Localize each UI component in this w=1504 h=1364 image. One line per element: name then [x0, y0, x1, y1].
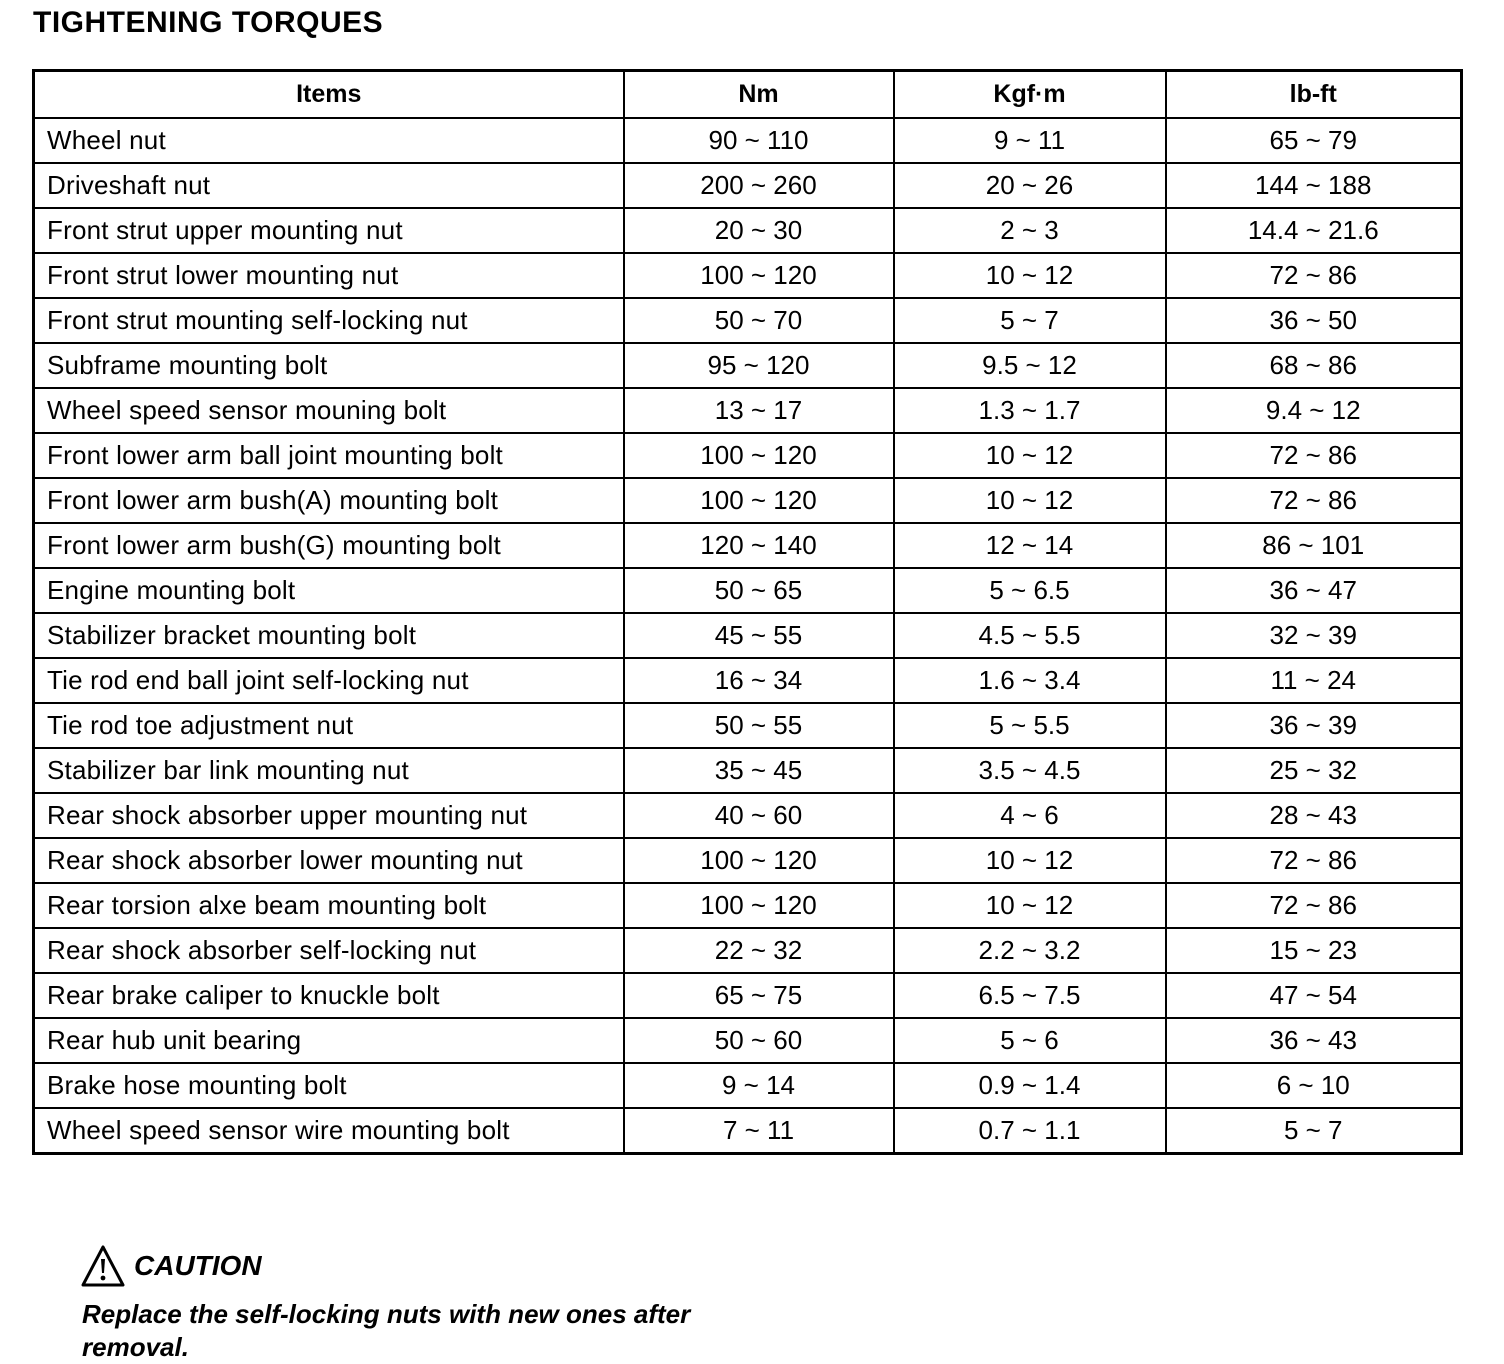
nm-cell: 50 ~ 70 — [624, 298, 894, 343]
kgfm-cell: 2 ~ 3 — [894, 208, 1166, 253]
table-row — [34, 613, 1462, 658]
kgfm-cell: 10 ~ 12 — [894, 478, 1166, 523]
lbft-cell: 72 ~ 86 — [1166, 883, 1462, 928]
lbft-cell: 86 ~ 101 — [1166, 523, 1462, 568]
item-cell: Driveshaft nut — [34, 163, 624, 208]
item-cell: Wheel speed sensor wire mounting bolt — [34, 1108, 624, 1154]
nm-cell: 13 ~ 17 — [624, 388, 894, 433]
item-cell: Front lower arm bush(G) mounting bolt — [34, 523, 624, 568]
nm-cell: 7 ~ 11 — [624, 1108, 894, 1154]
table-row — [34, 523, 1462, 568]
item-cell: Rear shock absorber self-locking nut — [34, 928, 624, 973]
table-row — [34, 253, 1462, 298]
nm-cell: 50 ~ 55 — [624, 703, 894, 748]
nm-cell: 50 ~ 60 — [624, 1018, 894, 1063]
table-row — [34, 703, 1462, 748]
lbft-cell: 36 ~ 43 — [1166, 1018, 1462, 1063]
item-cell: Stabilizer bar link mounting nut — [34, 748, 624, 793]
caution-box — [80, 1242, 780, 1364]
page-title: TIGHTENING TORQUES — [33, 6, 384, 39]
nm-cell: 100 ~ 120 — [624, 433, 894, 478]
kgfm-cell: 5 ~ 5.5 — [894, 703, 1166, 748]
nm-cell: 35 ~ 45 — [624, 748, 894, 793]
lbft-cell: 14.4 ~ 21.6 — [1166, 208, 1462, 253]
table-row — [34, 208, 1462, 253]
lbft-cell: 36 ~ 50 — [1166, 298, 1462, 343]
table-row — [34, 793, 1462, 838]
item-cell: Rear hub unit bearing — [34, 1018, 624, 1063]
table-row — [34, 1063, 1462, 1108]
nm-cell: 22 ~ 32 — [624, 928, 894, 973]
lbft-cell: 36 ~ 39 — [1166, 703, 1462, 748]
kgfm-cell: 10 ~ 12 — [894, 883, 1166, 928]
kgfm-cell: 6.5 ~ 7.5 — [894, 973, 1166, 1018]
caution-text: Replace the self-locking nuts with new ones after removal. — [82, 1299, 691, 1362]
table-header — [34, 71, 1462, 119]
nm-cell: 45 ~ 55 — [624, 613, 894, 658]
lbft-cell: 144 ~ 188 — [1166, 163, 1462, 208]
nm-cell: 50 ~ 65 — [624, 568, 894, 613]
item-cell: Stabilizer bracket mounting bolt — [34, 613, 624, 658]
kgfm-cell: 9.5 ~ 12 — [894, 343, 1166, 388]
nm-cell: 9 ~ 14 — [624, 1063, 894, 1108]
item-cell: Front lower arm ball joint mounting bolt — [34, 433, 624, 478]
kgfm-cell: 0.9 ~ 1.4 — [894, 1063, 1166, 1108]
lbft-cell: 68 ~ 86 — [1166, 343, 1462, 388]
lbft-cell: 36 ~ 47 — [1166, 568, 1462, 613]
lbft-cell: 15 ~ 23 — [1166, 928, 1462, 973]
item-cell: Wheel nut — [34, 118, 624, 163]
nm-cell: 100 ~ 120 — [624, 883, 894, 928]
item-cell: Front strut lower mounting nut — [34, 253, 624, 298]
nm-cell: 40 ~ 60 — [624, 793, 894, 838]
nm-cell: 200 ~ 260 — [624, 163, 894, 208]
torque-table — [32, 69, 1463, 1155]
kgfm-cell: 5 ~ 7 — [894, 298, 1166, 343]
lbft-cell: 25 ~ 32 — [1166, 748, 1462, 793]
nm-cell: 120 ~ 140 — [624, 523, 894, 568]
item-cell: Front strut upper mounting nut — [34, 208, 624, 253]
kgfm-cell: 3.5 ~ 4.5 — [894, 748, 1166, 793]
kgfm-cell: 12 ~ 14 — [894, 523, 1166, 568]
item-cell: Subframe mounting bolt — [34, 343, 624, 388]
kgfm-cell: 10 ~ 12 — [894, 838, 1166, 883]
nm-cell: 16 ~ 34 — [624, 658, 894, 703]
table-row — [34, 343, 1462, 388]
table-row — [34, 1018, 1462, 1063]
table-row — [34, 928, 1462, 973]
column-header-lbft: lb-ft — [1166, 71, 1462, 119]
nm-cell: 20 ~ 30 — [624, 208, 894, 253]
table-row — [34, 748, 1462, 793]
column-header-nm: Nm — [624, 71, 894, 119]
lbft-cell: 11 ~ 24 — [1166, 658, 1462, 703]
item-cell: Rear torsion alxe beam mounting bolt — [34, 883, 624, 928]
kgfm-cell: 0.7 ~ 1.1 — [894, 1108, 1166, 1154]
item-cell: Front lower arm bush(A) mounting bolt — [34, 478, 624, 523]
warning-triangle-icon — [80, 1244, 126, 1288]
kgfm-cell: 10 ~ 12 — [894, 433, 1166, 478]
lbft-cell: 32 ~ 39 — [1166, 613, 1462, 658]
table-row — [34, 118, 1462, 163]
kgfm-cell: 2.2 ~ 3.2 — [894, 928, 1166, 973]
table-row — [34, 838, 1462, 883]
lbft-cell: 6 ~ 10 — [1166, 1063, 1462, 1108]
table-row — [34, 388, 1462, 433]
table-row — [34, 163, 1462, 208]
table-row — [34, 973, 1462, 1018]
table-row — [34, 568, 1462, 613]
kgfm-cell: 4.5 ~ 5.5 — [894, 613, 1166, 658]
nm-cell: 100 ~ 120 — [624, 838, 894, 883]
column-header-items: Items — [34, 71, 624, 119]
nm-cell: 65 ~ 75 — [624, 973, 894, 1018]
lbft-cell: 72 ~ 86 — [1166, 478, 1462, 523]
item-cell: Tie rod end ball joint self-locking nut — [34, 658, 624, 703]
column-header-kgfm: Kgf·m — [894, 71, 1166, 119]
item-cell: Rear brake caliper to knuckle bolt — [34, 973, 624, 1018]
nm-cell: 100 ~ 120 — [624, 478, 894, 523]
item-cell: Wheel speed sensor mouning bolt — [34, 388, 624, 433]
kgfm-cell: 9 ~ 11 — [894, 118, 1166, 163]
kgfm-cell: 1.3 ~ 1.7 — [894, 388, 1166, 433]
item-cell: Tie rod toe adjustment nut — [34, 703, 624, 748]
nm-cell: 90 ~ 110 — [624, 118, 894, 163]
caution-label: CAUTION — [134, 1250, 262, 1281]
item-cell: Front strut mounting self-locking nut — [34, 298, 624, 343]
lbft-cell: 47 ~ 54 — [1166, 973, 1462, 1018]
lbft-cell: 72 ~ 86 — [1166, 433, 1462, 478]
kgfm-cell: 20 ~ 26 — [894, 163, 1166, 208]
item-cell: Engine mounting bolt — [34, 568, 624, 613]
item-cell: Brake hose mounting bolt — [34, 1063, 624, 1108]
kgfm-cell: 10 ~ 12 — [894, 253, 1166, 298]
header-row — [34, 71, 1462, 119]
kgfm-cell: 1.6 ~ 3.4 — [894, 658, 1166, 703]
lbft-cell: 9.4 ~ 12 — [1166, 388, 1462, 433]
lbft-cell: 65 ~ 79 — [1166, 118, 1462, 163]
table-row — [34, 658, 1462, 703]
nm-cell: 100 ~ 120 — [624, 253, 894, 298]
lbft-cell: 5 ~ 7 — [1166, 1108, 1462, 1154]
lbft-cell: 28 ~ 43 — [1166, 793, 1462, 838]
kgfm-cell: 5 ~ 6 — [894, 1018, 1166, 1063]
table-row — [34, 1108, 1462, 1154]
nm-cell: 95 ~ 120 — [624, 343, 894, 388]
item-cell: Rear shock absorber lower mounting nut — [34, 838, 624, 883]
table-body — [34, 118, 1462, 1154]
item-cell: Rear shock absorber upper mounting nut — [34, 793, 624, 838]
kgfm-cell: 5 ~ 6.5 — [894, 568, 1166, 613]
table-row — [34, 478, 1462, 523]
table-row — [34, 298, 1462, 343]
table-row — [34, 883, 1462, 928]
kgfm-cell: 4 ~ 6 — [894, 793, 1166, 838]
lbft-cell: 72 ~ 86 — [1166, 838, 1462, 883]
table-row — [34, 433, 1462, 478]
caution-header — [80, 1242, 780, 1290]
lbft-cell: 72 ~ 86 — [1166, 253, 1462, 298]
